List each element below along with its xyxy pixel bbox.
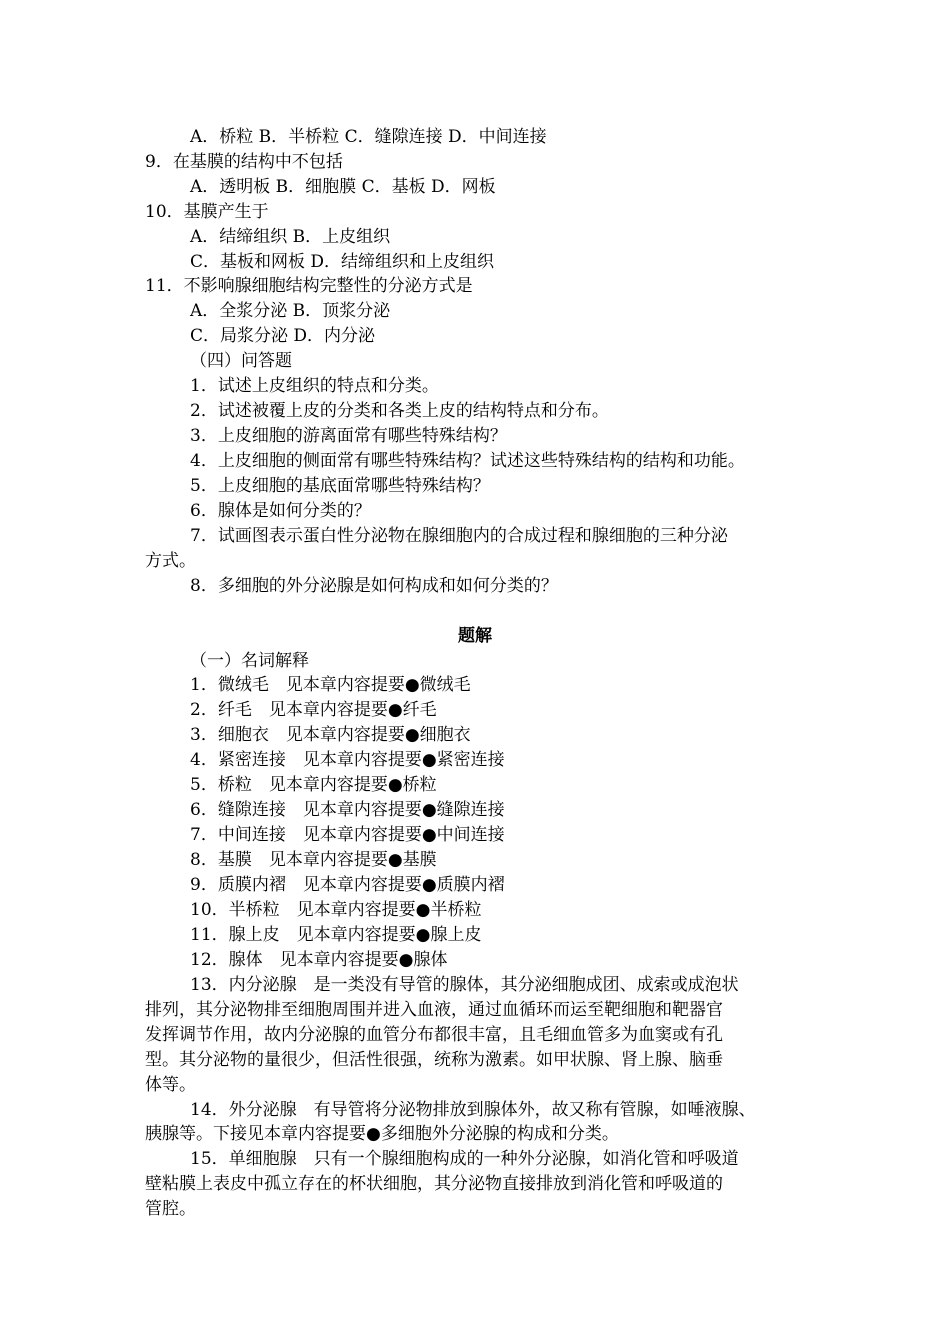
essay-question: 1．试述上皮组织的特点和分类。 xyxy=(190,376,439,396)
term-answer: 4．紧密连接 见本章内容提要●紧密连接 xyxy=(190,750,505,770)
term-answer: 9．质膜内褶 见本章内容提要●质膜内褶 xyxy=(190,875,505,895)
essay-question: 8．多细胞的外分泌腺是如何构成和如何分类的？ xyxy=(190,576,558,596)
question-9: 9．在基膜的结构中不包括 xyxy=(145,152,343,172)
term-answer: 2．纤毛 见本章内容提要●纤毛 xyxy=(190,700,437,720)
option-line: A．结缔组织 B．上皮组织 xyxy=(190,227,391,247)
paragraph-13-cont: 型。其分泌物的量很少，但活性很强，统称为激素。如甲状腺、肾上腺、脑垂 xyxy=(145,1050,723,1070)
essay-question: 2．试述被覆上皮的分类和各类上皮的结构特点和分布。 xyxy=(190,401,609,421)
question-11: 11．不影响腺细胞结构完整性的分泌方式是 xyxy=(145,276,473,296)
term-answer: 12．腺体 见本章内容提要●腺体 xyxy=(190,950,448,970)
option-line: C．局浆分泌 D．内分泌 xyxy=(190,326,376,346)
term-answer: 7．中间连接 见本章内容提要●中间连接 xyxy=(190,825,505,845)
section-heading-terms: （一）名词解释 xyxy=(190,651,309,671)
term-answer: 8．基膜 见本章内容提要●基膜 xyxy=(190,850,437,870)
option-line: C．基板和网板 D．结缔组织和上皮组织 xyxy=(190,252,495,272)
essay-question: 3．上皮细胞的游离面常有哪些特殊结构？ xyxy=(190,426,507,446)
paragraph-13-cont: 排列，其分泌物排至细胞周围并进入血液，通过血循环而运至靶细胞和靶器官 xyxy=(145,1000,723,1020)
paragraph-13-cont: 体等。 xyxy=(145,1075,196,1095)
option-line: A．桥粒 B．半桥粒 C．缝隙连接 D．中间连接 xyxy=(190,127,547,147)
essay-question: 5．上皮细胞的基底面常哪些特殊结构？ xyxy=(190,476,490,496)
term-answer: 11．腺上皮 见本章内容提要●腺上皮 xyxy=(190,925,482,945)
paragraph-14: 14．外分泌腺 有导管将分泌物排放到腺体外，故又称有管腺，如唾液腺、 xyxy=(190,1100,756,1120)
section-heading-questions: （四）问答题 xyxy=(190,351,292,371)
term-answer: 1．微绒毛 见本章内容提要●微绒毛 xyxy=(190,675,471,695)
option-line: A．透明板 B．细胞膜 C．基板 D．网板 xyxy=(190,177,496,197)
paragraph-14-cont: 胰腺等。下接见本章内容提要●多细胞外分泌腺的构成和分类。 xyxy=(145,1124,619,1144)
question-10: 10．基膜产生于 xyxy=(145,202,269,222)
answers-title: 题解 xyxy=(458,626,492,646)
paragraph-13: 13．内分泌腺 是一类没有导管的腺体，其分泌细胞成团、成索或成泡状 xyxy=(190,975,739,995)
essay-question-continued: 方式。 xyxy=(145,551,196,571)
term-answer: 10．半桥粒 见本章内容提要●半桥粒 xyxy=(190,900,482,920)
term-answer: 5．桥粒 见本章内容提要●桥粒 xyxy=(190,775,437,795)
paragraph-13-cont: 发挥调节作用，故内分泌腺的血管分布都很丰富，且毛细血管多为血窦或有孔 xyxy=(145,1025,723,1045)
paragraph-15-cont: 管腔。 xyxy=(145,1199,196,1219)
essay-question: 7．试画图表示蛋白性分泌物在腺细胞内的合成过程和腺细胞的三种分泌 xyxy=(190,526,728,546)
option-line: A．全浆分泌 B．顶浆分泌 xyxy=(190,301,391,321)
term-answer: 6．缝隙连接 见本章内容提要●缝隙连接 xyxy=(190,800,505,820)
essay-question: 6．腺体是如何分类的？ xyxy=(190,501,371,521)
paragraph-15: 15．单细胞腺 只有一个腺细胞构成的一种外分泌腺，如消化管和呼吸道 xyxy=(190,1149,739,1169)
term-answer: 3．细胞衣 见本章内容提要●细胞衣 xyxy=(190,725,471,745)
essay-question: 4．上皮细胞的侧面常有哪些特殊结构？试述这些特殊结构的结构和功能。 xyxy=(190,451,745,471)
paragraph-15-cont: 壁粘膜上表皮中孤立存在的杯状细胞，其分泌物直接排放到消化管和呼吸道的 xyxy=(145,1174,723,1194)
